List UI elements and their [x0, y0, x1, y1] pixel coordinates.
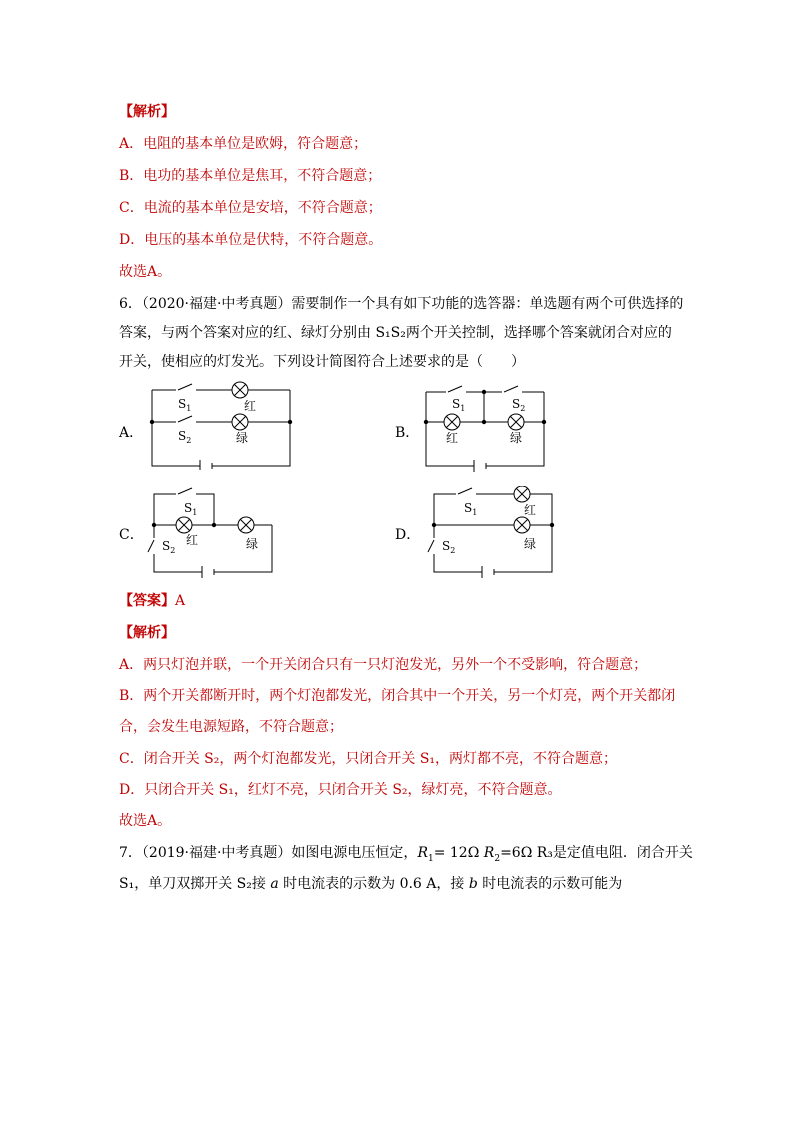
svg-text:红: 红 [446, 431, 459, 445]
question-6-line-2: 答案，与两个答案对应的红、绿灯分别由 S₁S₂两个开关控制，选择哪个答案就闭合对应的 [119, 325, 672, 341]
answer-line [119, 591, 185, 611]
svg-text:绿: 绿 [524, 537, 537, 551]
svg-text:红: 红 [186, 533, 199, 547]
analysis-option-d: D．电压的基本单位是伏特，不符合题意。 [119, 232, 383, 248]
option-b-label: B． [395, 425, 420, 441]
svg-text:S1: $S_1$ [464, 501, 478, 517]
analysis-2-option-d: D．只闭合开关 S₁，红灯不亮，只闭合开关 S₂，绿灯亮，不符合题意。 [119, 782, 562, 798]
svg-text:S1: $S_1$ [178, 397, 192, 413]
analysis-2-option-a: A．两只灯泡并联，一个开关闭合只有一只灯泡发光，另外一个不受影响，符合题意； [119, 657, 648, 673]
svg-text:红: 红 [524, 503, 537, 517]
circuit-diagram-a [140, 378, 300, 470]
svg-text:S1: $S_1$ [184, 501, 198, 517]
option-c-label: C． [119, 527, 144, 543]
svg-text:S2: $S_2$ [442, 539, 456, 555]
svg-text:S1: $S_1$ [452, 397, 466, 413]
analysis-2-option-b-line-2: 合，会发生电源短路，不符合题意； [119, 719, 343, 735]
svg-text:绿: 绿 [246, 537, 259, 551]
analysis-header: 【解析】 [119, 104, 175, 120]
question-6-line-1: 6．（2020·福建·中考真题）需要制作一个具有如下功能的选答器：单选题有两个可供选择的 [119, 296, 684, 312]
analysis-option-b: B．电功的基本单位是焦耳，不符合题意； [119, 168, 382, 184]
circuit-diagram-b [412, 378, 562, 472]
analysis-option-a: A．电阻的基本单位是欧姆，符合题意； [119, 136, 368, 152]
analysis-option-c: C．电流的基本单位是安培，不符合题意； [119, 200, 382, 216]
question-7-line-1: 7．（2019·福建·中考真题）如图电源电压恒定，$R_1= 12\Omega$ $R_2=6\Omega$ R₃是定值电阻．闭合开关 [119, 845, 693, 864]
answer-header: 【答案】 [119, 593, 175, 609]
svg-text:S2: $S_2$ [512, 397, 526, 413]
svg-text:绿: 绿 [510, 431, 523, 445]
circuit-diagram-c [140, 486, 280, 580]
question-7-line-2: S₁，单刀双掷开关 S₂接 a 时电流表的示数为 0.6 A，接 b 时电流表的示数可能为 [119, 876, 623, 892]
analysis-2-option-c: C．闭合开关 S₂，两个灯泡都发光，只闭合开关 S₁，两灯都不亮，不符合题意； [119, 751, 618, 767]
analysis-2-header: 【解析】 [119, 625, 175, 641]
answer-value: A [175, 593, 186, 609]
question-6-line-3: 开关，使相应的灯发光。下列设计简图符合上述要求的是（ ） [119, 354, 525, 370]
circuit-diagram-d [420, 486, 560, 580]
analysis-conclusion: 故选A。 [119, 264, 172, 280]
analysis-2-option-b-line-1: B．两个开关都断开时，两个灯泡都发光，闭合其中一个开关，另一个灯亮，两个开关都闭 [119, 688, 676, 704]
option-d-label: D． [395, 527, 421, 543]
svg-text:红: 红 [244, 399, 257, 413]
svg-text:S2: $S_2$ [178, 429, 192, 445]
option-a-label: A． [119, 425, 144, 441]
svg-text:绿: 绿 [236, 431, 249, 445]
svg-text:S2: $S_2$ [162, 539, 176, 555]
analysis-2-conclusion: 故选A。 [119, 813, 172, 829]
